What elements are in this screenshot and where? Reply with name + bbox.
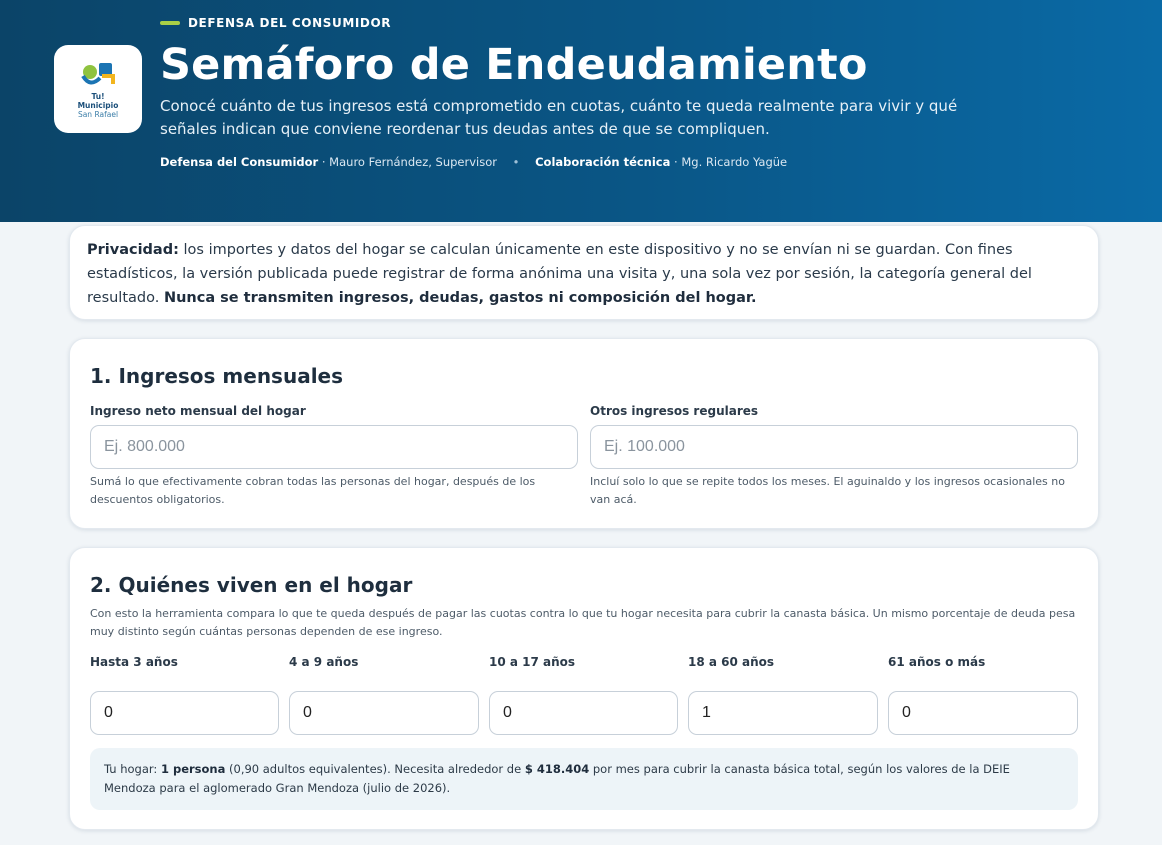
age-group-input-61-plus[interactable] [888,691,1078,735]
privacy-notice [69,225,1099,320]
summary-persons: 1 persona [160,762,226,776]
municipio-logo [54,45,142,133]
page-subtitle: Conocé cuánto de tus ingresos está comprometido en cuotas, cuánto te queda realmente para vivir y qué señales indican que conviene reordenar tus deudas antes de que se compliquen. [160,97,958,138]
age-group-input-18-60[interactable] [688,691,878,735]
age-group-label-10-17: 10 a 17 años [489,655,576,669]
credit-separator: • [512,155,520,169]
net-income-hint: Sumá lo que efectivamente cobran todas las personas del hogar, después de los descuentos obligatorios. [90,475,536,506]
net-income-label: Ingreso neto mensual del hogar [90,404,306,418]
age-group-input-4-9[interactable] [289,691,479,735]
age-group-input-10-17[interactable] [489,691,678,735]
other-income-label: Otros ingresos regulares [590,404,759,418]
summary-suffix: por mes para cubrir la canasta básica total, según los valores de la DEIE Mendoza para el aglomerado Gran Mendoza (julio de 2026). [104,762,1010,795]
other-income-input[interactable] [590,425,1078,469]
eyebrow-text: DEFENSA DEL CONSUMIDOR [188,16,392,30]
age-group-label-0-3: Hasta 3 años [90,655,178,669]
net-income-input[interactable] [90,425,578,469]
age-group-input-0-3[interactable] [90,691,279,735]
credit-1-value: · Mauro Fernández, Supervisor [321,155,497,169]
logo-line3: San Rafael [77,109,119,119]
credit-1-label: Defensa del Consumidor [160,155,319,169]
income-section [69,338,1099,529]
summary-prefix: Tu hogar: [104,762,161,776]
privacy-emphasis: Nunca se transmiten ingresos, deudas, gastos ni composición del hogar. [163,290,757,306]
privacy-label: Privacidad: [87,242,179,258]
age-group-label-4-9: 4 a 9 años [289,655,359,669]
eyebrow-accent-bar [160,21,180,25]
logo-line2: Municipio [77,100,119,110]
income-section-title: 1. Ingresos mensuales [90,364,344,388]
household-section-title: 2. Quiénes viven en el hogar [90,573,413,597]
household-intro: Con esto la herramienta compara lo que te queda después de pagar las cuotas contra lo que tu hogar necesita para cubrir la canasta básica. Un mismo porcentaje de deuda pesa muy distinto según cuántas personas dependen de ese ingreso. [90,607,1076,638]
age-group-label-18-60: 18 a 60 años [688,655,775,669]
credit-2-value: · Mg. Ricardo Yagüe [674,155,788,169]
credit-2-label: Colaboración técnica [535,155,671,169]
household-section [69,547,1099,830]
summary-mid: (0,90 adultos equivalentes). Necesita alrededor de [225,762,525,776]
privacy-text: los importes y datos del hogar se calculan únicamente en este dispositivo y no se envían ni se guardan. Con fines estadísticos, la versión publicada puede registrar de forma anónima una visita y, una sola vez por sesión, la categoría general del resultado. [87,242,1032,306]
page-title: Semáforo de Endeudamiento [160,40,868,90]
summary-amount: $ 418.404 [524,762,590,776]
other-income-hint: Incluí solo lo que se repite todos los meses. El aguinaldo y los ingresos ocasionales no van acá. [590,475,1065,506]
age-group-label-61-plus: 61 años o más [888,655,986,669]
page-header [0,0,1162,222]
credits-line [160,155,787,169]
household-summary [90,748,1078,810]
municipio-logo-icon [80,60,116,90]
logo-line1: Tu! [91,91,105,101]
header-eyebrow [160,14,391,32]
